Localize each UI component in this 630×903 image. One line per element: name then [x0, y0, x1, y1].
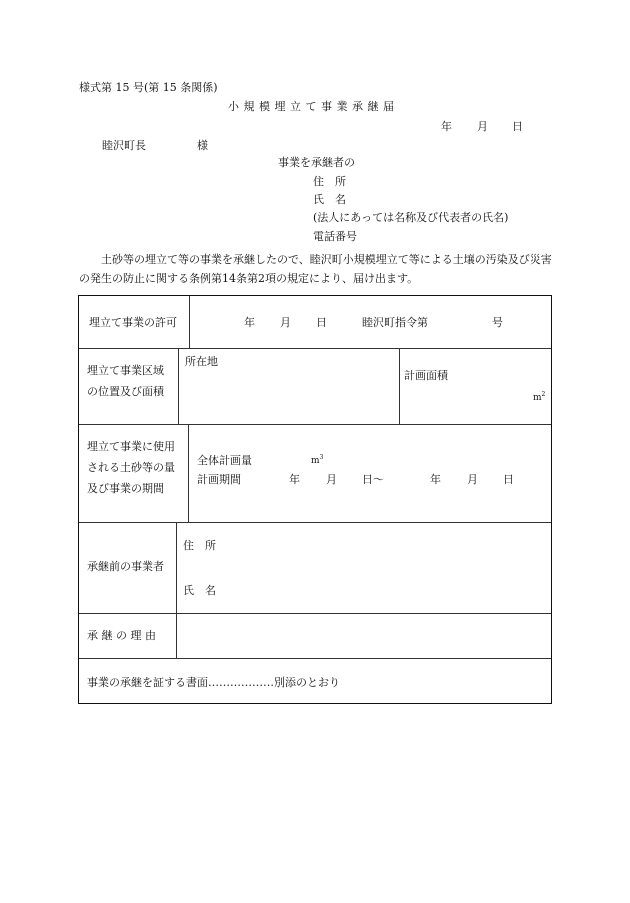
soil-label-line: 及び事業の期間 [87, 482, 164, 495]
period-label: 計画期間 [197, 473, 241, 486]
form-number: 様式第 15 号(第 15 条関係) [79, 81, 218, 94]
period-start-month: 月 [326, 473, 337, 486]
period-start-day: 日～ [362, 473, 384, 486]
column-separator [178, 348, 179, 424]
period-end-year: 年 [430, 473, 441, 486]
volume-unit [311, 455, 323, 466]
body-text: 土砂等の埋立て等の事業を承継したので、睦沢町小規模埋立て等による土壌の汚染及び災害の発生の防止に関する条例第14条第2項の規定により、届け出ます。 [79, 253, 552, 285]
document-title: 小規模埋立て事業承継届 [228, 100, 399, 113]
permit-number-suffix: 号 [492, 316, 503, 329]
permit-year: 年 [244, 316, 255, 329]
attachment-text: 事業の承継を証する書面………………別添のとおり [87, 676, 340, 689]
permit-day: 日 [316, 316, 327, 329]
volume-unit-exponent: 3 [319, 454, 324, 461]
form-table [78, 295, 552, 704]
column-separator [189, 296, 190, 348]
column-separator [188, 424, 189, 522]
soil-label [87, 436, 175, 499]
applicant-corp-note: (法人にあっては名称及び代表者の氏名) [313, 211, 509, 224]
period-end-month: 月 [467, 473, 478, 486]
date-month: 月 [477, 120, 488, 133]
permit-designation: 睦沢町指令第 [362, 316, 428, 329]
area-label-line: 埋立て事業区域 [87, 364, 164, 377]
soil-label-line: される土砂等の量 [87, 461, 175, 474]
predecessor-address-label: 住 所 [183, 539, 216, 552]
row-separator [79, 658, 551, 659]
area-label [87, 360, 164, 402]
volume-unit-base: m [311, 456, 320, 466]
row-separator [79, 348, 551, 349]
column-separator [399, 348, 400, 424]
soil-label-line: 埋立て事業に使用 [87, 440, 175, 453]
applicant-address-label: 住 所 [313, 175, 346, 188]
reason-label: 承 継 の 理 由 [87, 629, 156, 642]
area-unit-base: m [533, 393, 542, 403]
date-day: 日 [512, 120, 523, 133]
area-unit [533, 392, 545, 403]
column-separator [176, 613, 177, 658]
predecessor-name-label: 氏 名 [183, 584, 216, 597]
addressee-honorific: 様 [197, 139, 208, 152]
row-separator [79, 424, 551, 425]
applicant-phone-label: 電話番号 [313, 230, 357, 243]
predecessor-label: 承継前の事業者 [87, 560, 164, 573]
location-label: 所在地 [185, 355, 218, 368]
period-start-year: 年 [289, 473, 300, 486]
column-separator [176, 522, 177, 613]
applicant-name-label: 氏 名 [313, 193, 346, 206]
permit-label: 埋立て事業の許可 [89, 316, 177, 329]
row-separator [79, 613, 551, 614]
area-label-line: の位置及び面積 [87, 385, 164, 398]
addressee-name: 睦沢町長 [102, 139, 146, 152]
planned-area-label: 計画面積 [404, 369, 448, 382]
period-end-day: 日 [503, 473, 514, 486]
volume-label: 全体計画量 [197, 454, 252, 467]
applicant-heading: 事業を承継者の [278, 156, 355, 169]
permit-month: 月 [280, 316, 291, 329]
date-year: 年 [441, 120, 452, 133]
area-unit-exponent: 2 [541, 391, 546, 398]
row-separator [79, 522, 551, 523]
